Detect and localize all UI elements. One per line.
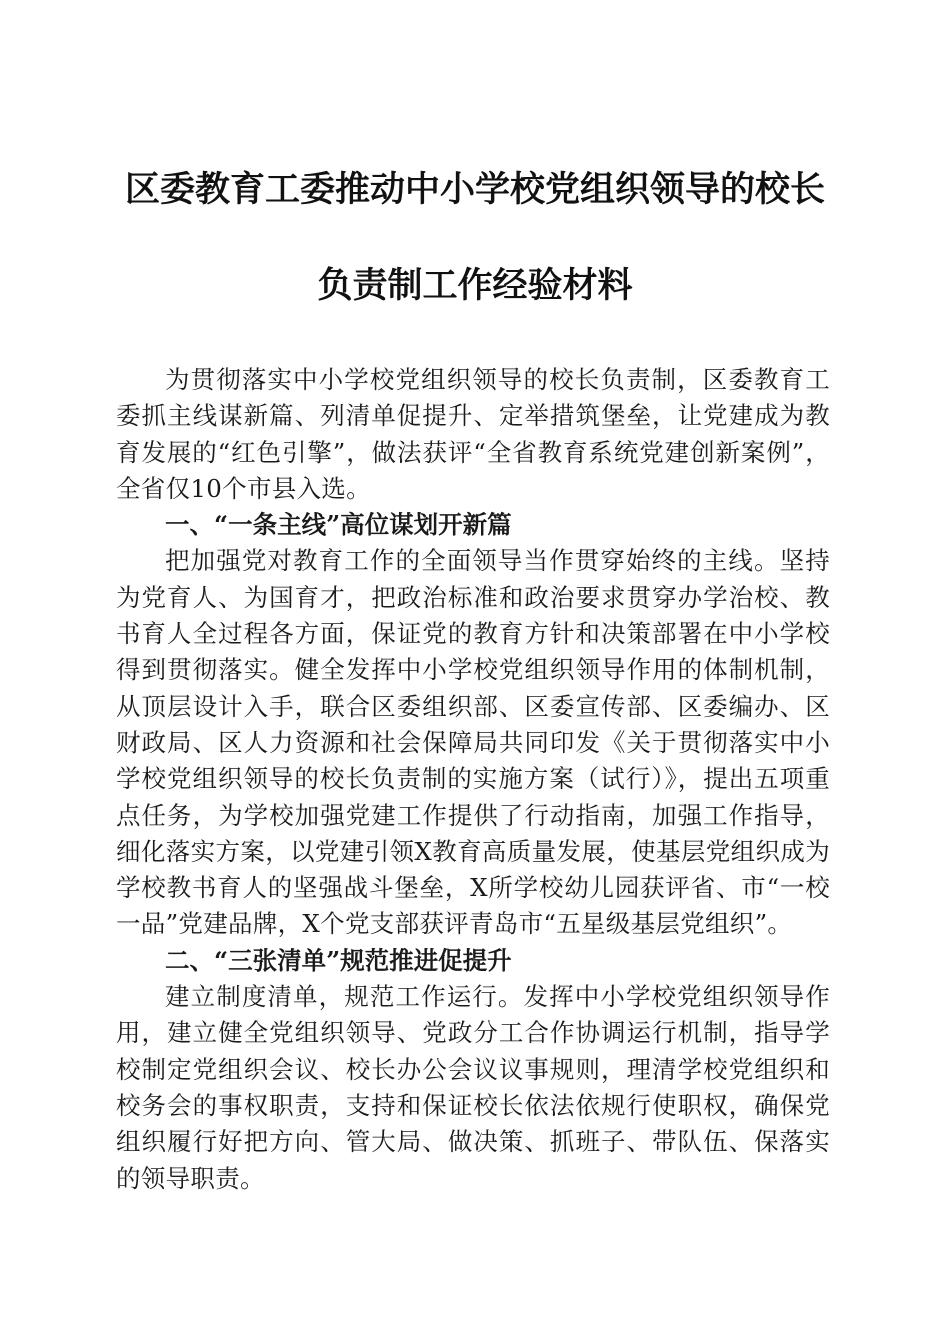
section-2-paragraph: 建立制度清单，规范工作运行。发挥中小学校党组织领导作用，建立健全党组织领导、党政分工合作协调运行机制，指导学校制定党组织会议、校长办公会议议事规则，理清学校党组织和校务会的事权职责，支持和保证校长依法依规行使职权，确保党组织履行好把方向、管大局、做决策、抓班子、带队伍、保落实的领导职责。 bbox=[116, 982, 830, 1193]
document-body bbox=[116, 362, 830, 1197]
section-1-heading: 一、“一条主线”高位谋划开新篇 bbox=[165, 510, 512, 540]
section-2-heading: 二、“三张清单”规范推进促提升 bbox=[165, 945, 512, 975]
document-title-line-1: 区委教育工委推动中小学校党组织领导的校长 bbox=[124, 169, 825, 210]
document-title-line-2: 负责制工作经验材料 bbox=[317, 265, 633, 306]
intro-paragraph: 为贯彻落实中小学校党组织领导的校长负责制，区委教育工委抓主线谋新篇、列清单促提升、定举措筑堡垒，让党建成为教育发展的“红色引擎”，做法获评“全省教育系统党建创新案例”，全省仅10个市县入选。 bbox=[116, 365, 830, 503]
section-1-paragraph: 把加强党对教育工作的全面领导当作贯穿始终的主线。坚持为党育人、为国育才，把政治标准和政治要求贯穿办学治校、教书育人全过程各方面，保证党的教育方针和决策部署在中小学校得到贯彻落实。健全发挥中小学校党组织领导作用的体制机制，从顶层设计入手，联合区委组织部、区委宣传部、区委编办、区财政局、区人力资源和社会保障局共同印发《关于贯彻落实中小学校党组织领导的校长负责制的实施方案（试行）》，提出五项重点任务，为学校加强党建工作提供了行动指南，加强工作指导，细化落实方案，以党建引领X教育高质量发展，使基层党组织成为学校教书育人的坚强战斗堡垒，X所学校幼儿园获评省、市“一校一品”党建品牌，X个党支部获评青岛市“五星级基层党组织”。 bbox=[116, 546, 830, 939]
